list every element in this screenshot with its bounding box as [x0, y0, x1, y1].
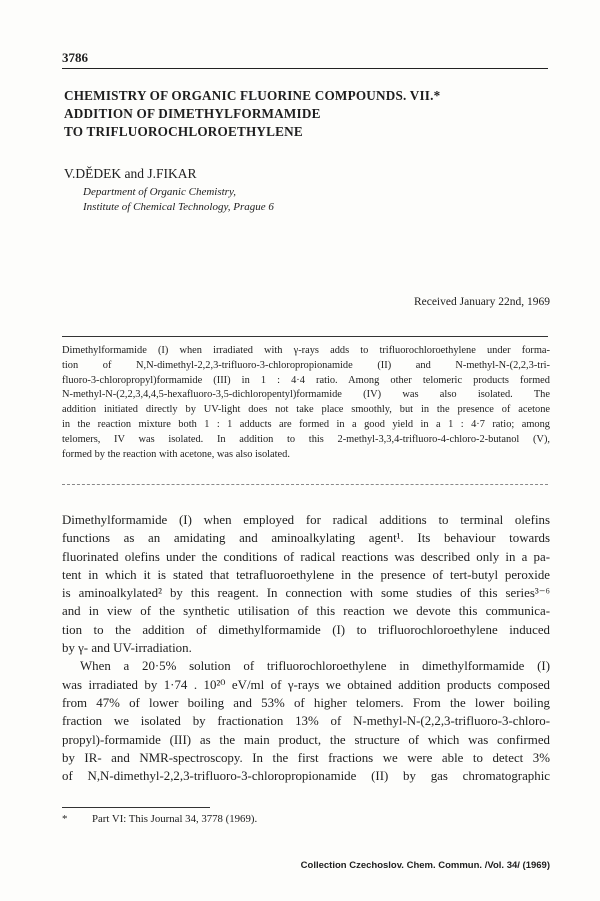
body-line: is aminoalkylated² by this reagent. In connection with some studies of this series³⁻⁶	[62, 586, 550, 601]
footnote	[62, 813, 257, 825]
body-line: fluorinated olefins under the conditions of radical reactions was described only in a pa-	[62, 549, 550, 564]
abstract-line: fluoro-3-chloropropyl)formamide (III) in 1 : 4·4 ratio. Among other telomeric products formed	[62, 374, 550, 386]
body-line: from 47% of lower boiling and 53% of higher telomers. From the lower boiling	[62, 695, 550, 710]
body-text	[62, 511, 550, 785]
abstract	[62, 344, 550, 462]
abstract-line: Dimethylformamide (I) when irradiated with γ-rays adds to trifluorochloroethylene under forma-	[62, 345, 550, 356]
abstract-line: formed by the reaction with acetone, was also isolated.	[62, 448, 290, 460]
body-line: Dimethylformamide (I) when employed for radical additions to terminal olefins	[62, 513, 550, 527]
body-line: functions as an amidating and aminoalkylating agent¹. Its behaviour towards	[62, 531, 550, 546]
title-line: ADDITION OF DIMETHYLFORMAMIDE	[64, 106, 321, 121]
body-line: by γ- and UV-irradiation.	[62, 641, 192, 656]
abstract-line: N-methyl-N-(2,2,3,4,4,5-hexafluoro-3,5-dichloropentyl)formamide (IV) was also isolated. The	[62, 389, 550, 401]
footnote-text: Part VI: This Journal 34, 3778 (1969).	[92, 813, 258, 825]
body-line: was irradiated by 1·74 . 10²⁰ eV/ml of γ-rays we obtained addition products composed	[62, 677, 550, 692]
abstract-line: addition initiated directly by UV-light does not take place smoothly, but in the presence of acetone	[62, 404, 550, 416]
title-line: TO TRIFLUOROCHLOROETHYLENE	[64, 124, 303, 139]
body-line: tent in which it is stated that tetrafluoroethylene in the presence of tert-butyl peroxide	[62, 567, 550, 582]
received-date: Received January 22nd, 1969	[413, 296, 550, 308]
abstract-top-rule	[62, 336, 548, 337]
abstract-bottom-rule	[62, 484, 548, 485]
body-line: fraction we isolated by fractionation 13% of N-methyl-N-(2,2,3-trifluoro-3-chloro-	[62, 714, 550, 729]
header-rule	[62, 68, 548, 69]
footnote-mark: *	[62, 813, 68, 825]
affiliation-line: Institute of Chemical Technology, Prague 6	[83, 201, 274, 213]
body-line: tion to the addition of dimethylformamide (I) to trifluorochloroethylene induced	[62, 622, 550, 637]
body-line: propyl)-formamide (III) as the main product, the structure of which was confirmed	[62, 732, 550, 747]
footnote-rule	[62, 807, 210, 808]
body-line: of N,N-dimethyl-2,2,3-trifluoro-3-chloropropionamide (II) by gas chromatographic	[62, 769, 550, 784]
running-footer: Collection Czechoslov. Chem. Commun. /Vol. 34/ (1969)	[300, 860, 550, 871]
abstract-line: telomers, IV was isolated. In addition to this 2-methyl-3,3,4-trifluoro-4-chloro-2-butanol (V),	[62, 433, 550, 445]
authors: V.DĚDEK and J.FIKAR	[64, 166, 197, 181]
page-number: 3786	[62, 50, 88, 65]
affiliation-line: Department of Organic Chemistry,	[83, 186, 236, 198]
title-line: CHEMISTRY OF ORGANIC FLUORINE COMPOUNDS. VII.*	[64, 88, 441, 103]
body-line: When a 20·5% solution of trifluorochloroethylene in dimethylformamide (I)	[80, 659, 550, 674]
abstract-line: tion of N,N-dimethyl-2,2,3-trifluoro-3-chloropropionamide (II) and N-methyl-N-(2,2,3-tri-	[62, 359, 550, 371]
affiliation	[83, 185, 274, 215]
abstract-line: in the reaction mixture both 1 : 1 adducts are formed in a good yield in a 1 : 4·7 ratio; among	[62, 418, 550, 430]
body-line: by IR- and NMR-spectroscopy. In the first fractions we were able to detect 3%	[62, 750, 550, 765]
article-title	[64, 87, 544, 141]
body-line: and in view of the synthetic utilisation of this reaction we devote this communica-	[62, 604, 550, 619]
